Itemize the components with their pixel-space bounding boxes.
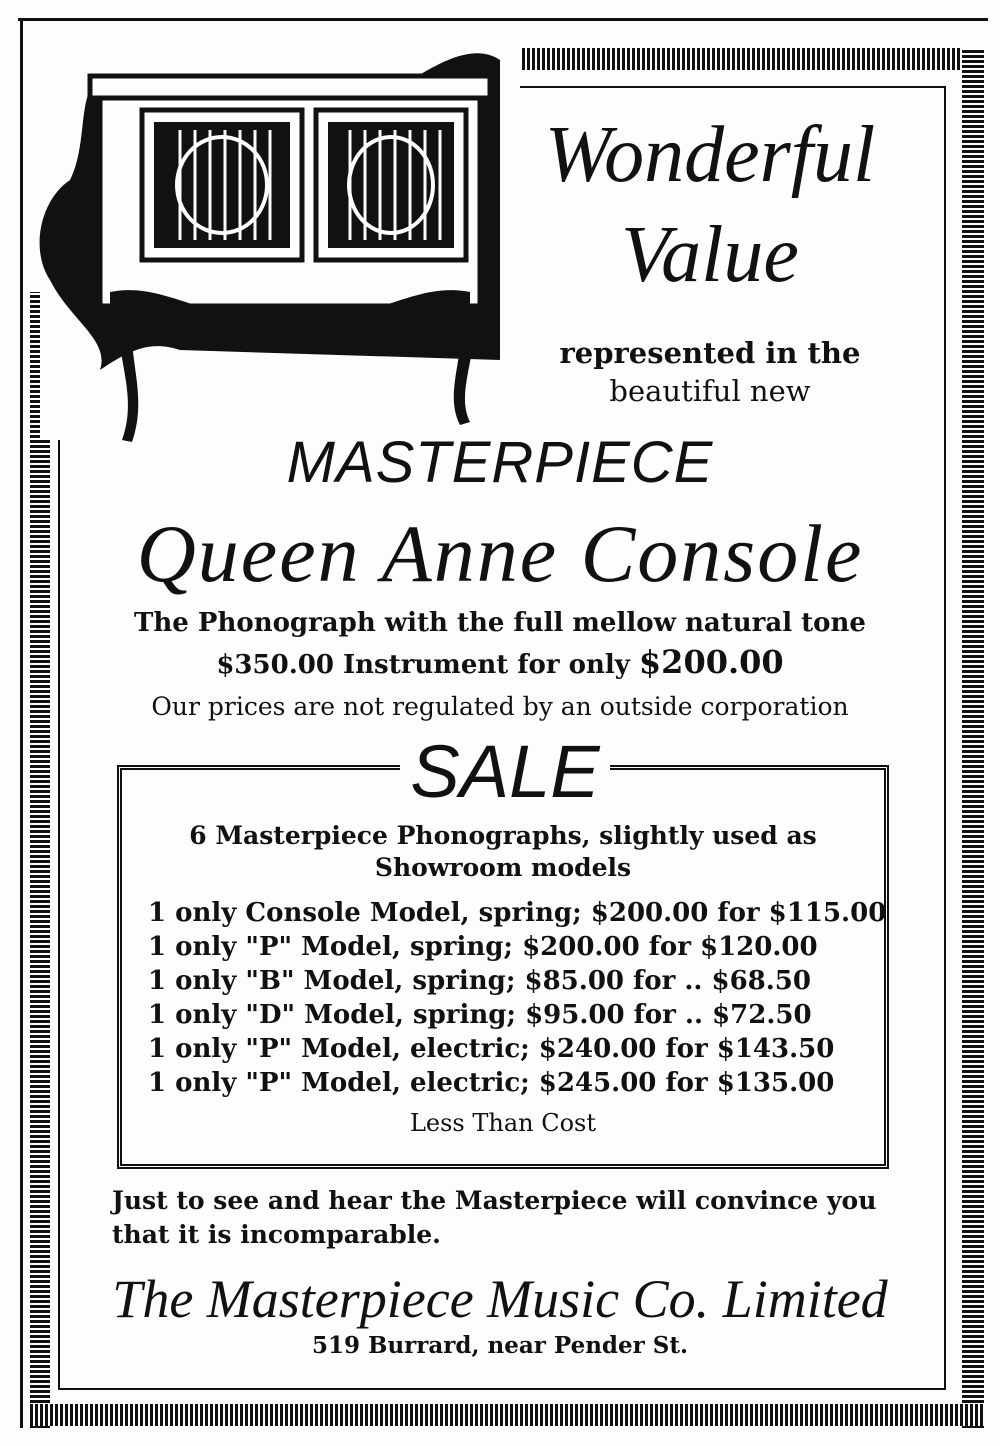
left-rule <box>20 18 23 1428</box>
sale-price: $200.00 <box>638 643 784 681</box>
price-line <box>60 645 940 682</box>
headline-sub-1: represented in the <box>559 336 861 370</box>
sale-subtitle-1: 6 Masterpiece Phonographs, slightly used as <box>189 821 817 850</box>
convince-text: Just to see and hear the Masterpiece will convince you that it is incomparable. <box>112 1186 877 1249</box>
headline-wonderful: Wonderful <box>544 111 876 199</box>
regulated-note: Our prices are not regulated by an outside corporation <box>151 692 849 721</box>
tagline: The Phonograph with the full mellow natural tone <box>134 608 866 638</box>
top-rule <box>18 18 988 21</box>
phonograph-cabinet-illustration <box>30 30 510 450</box>
sale-note: Less Than Cost <box>409 1109 597 1137</box>
sale-item: 1 only "D" Model, spring; $95.00 for .. $72.50 <box>148 1000 812 1030</box>
sale-subtitle-2: Showroom models <box>374 853 632 882</box>
ornamental-border-right <box>962 48 984 1428</box>
headline-sub-2: beautiful new <box>609 374 811 408</box>
sale-item: 1 only "B" Model, spring; $85.00 for .. $68.50 <box>148 966 811 996</box>
price-prefix: $350.00 Instrument for only <box>216 650 630 680</box>
sale-item: 1 only "P" Model, spring; $200.00 for $120.00 <box>148 932 818 962</box>
headline-value: Value <box>621 211 799 299</box>
ornamental-border-left <box>30 292 50 1428</box>
brand-title: MASTERPIECE <box>286 430 714 495</box>
sale-item: 1 only "P" Model, electric; $245.00 for $135.00 <box>148 1068 835 1098</box>
sale-title: SALE <box>400 730 610 814</box>
ornamental-border-top <box>512 48 982 70</box>
sale-item: 1 only Console Model, spring; $200.00 for $115.00 <box>148 898 887 928</box>
company-name: The Masterpiece Music Co. Limited <box>112 1269 888 1329</box>
sale-item: 1 only "P" Model, electric; $240.00 for $143.50 <box>148 1034 835 1064</box>
company-address: 519 Burrard, near Pender St. <box>311 1332 689 1359</box>
ornamental-border-bottom <box>30 1404 984 1426</box>
model-title: Queen Anne Console <box>136 508 864 599</box>
